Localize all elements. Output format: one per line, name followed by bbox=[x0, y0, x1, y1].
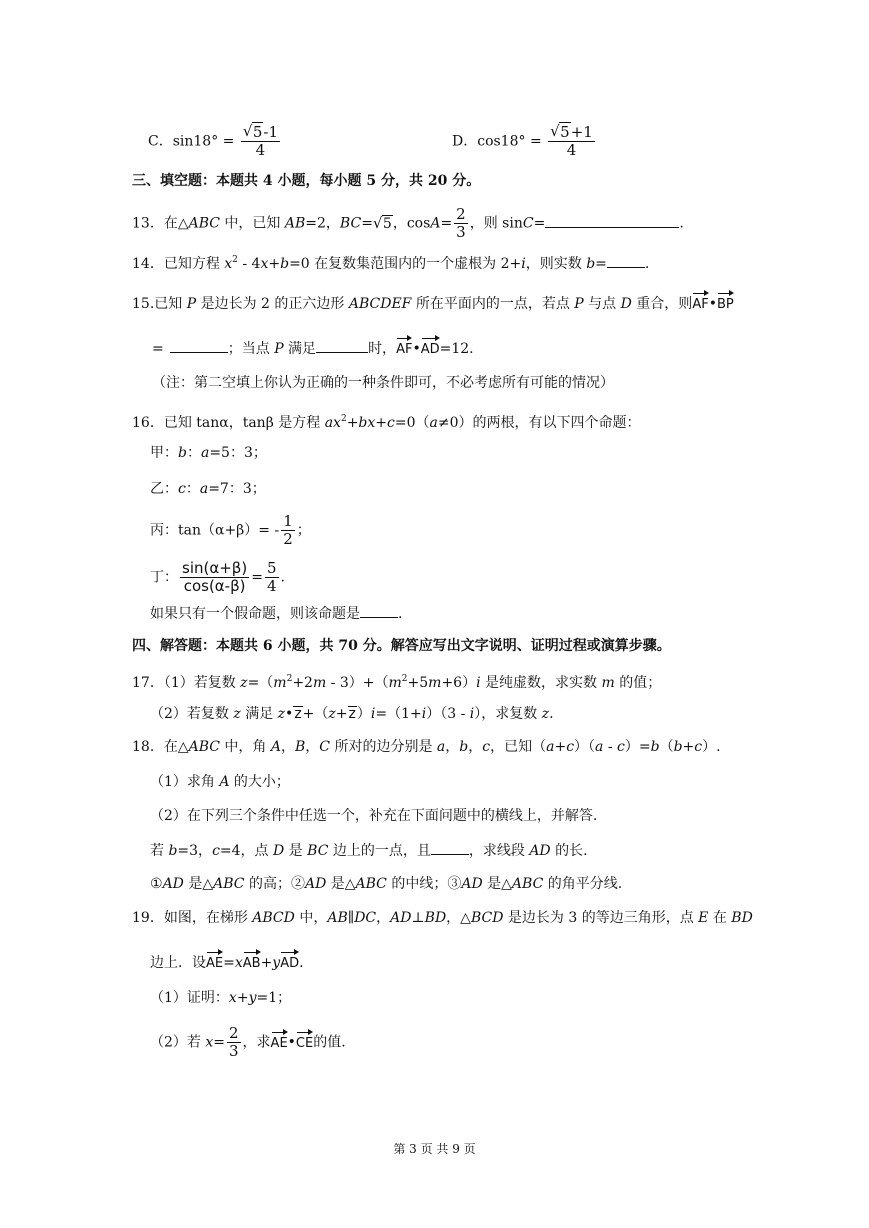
text: 丙：tan（α+β）= - bbox=[150, 522, 280, 539]
text: +6） bbox=[441, 675, 477, 691]
vector-bp: BP bbox=[717, 292, 734, 315]
text: ， bbox=[305, 739, 320, 755]
text: 14．已知方程 bbox=[132, 256, 225, 272]
question-19 bbox=[132, 908, 753, 928]
text: =5：3； bbox=[209, 445, 267, 461]
text: 13．在△ bbox=[132, 215, 189, 232]
var: b bbox=[586, 256, 596, 272]
text: 时， bbox=[368, 341, 397, 357]
text: ， bbox=[376, 910, 391, 926]
text: ，则实数 bbox=[525, 256, 587, 272]
var: ABC bbox=[188, 739, 220, 755]
question-15 bbox=[132, 292, 734, 315]
numerator: 5 bbox=[266, 559, 277, 577]
question-18-part1 bbox=[150, 772, 290, 792]
page-footer: 第 3 页 共 9 页 bbox=[393, 1142, 476, 1156]
var: AD bbox=[390, 910, 412, 926]
question-19-part2 bbox=[150, 1025, 346, 1060]
question-18-condition bbox=[150, 840, 588, 861]
text: =（ bbox=[247, 675, 274, 691]
var: a bbox=[199, 481, 209, 497]
num-rest: -1 bbox=[263, 123, 279, 141]
text: ⊥ bbox=[411, 910, 425, 926]
text: ，求线段 bbox=[468, 843, 530, 859]
var: P bbox=[186, 296, 197, 312]
text: ）（ bbox=[574, 739, 596, 755]
text: ： bbox=[185, 481, 200, 497]
text: ，则 sin bbox=[469, 215, 523, 232]
text: 乙： bbox=[150, 481, 178, 497]
var: E bbox=[698, 910, 709, 926]
text: （2）若复数 bbox=[150, 706, 234, 722]
var: x bbox=[234, 955, 243, 971]
answer-blank[interactable] bbox=[431, 840, 469, 855]
text: 中，角 bbox=[219, 739, 271, 755]
var: z bbox=[541, 706, 550, 722]
var: c bbox=[617, 739, 625, 755]
text: 的中线；③ bbox=[386, 876, 462, 892]
exponent: 2 bbox=[340, 414, 347, 424]
text: 中，已知 bbox=[219, 215, 285, 232]
text: 所对的边分别是 bbox=[330, 739, 437, 755]
var: ABC bbox=[511, 876, 544, 892]
question-16 bbox=[132, 409, 641, 433]
text: ） bbox=[356, 706, 371, 722]
text: ，求 bbox=[242, 1034, 271, 1051]
var: D bbox=[273, 843, 285, 859]
proposition-jia bbox=[150, 443, 267, 463]
text: ① bbox=[150, 876, 163, 892]
var: i bbox=[476, 675, 481, 691]
text: - 3）+（ bbox=[326, 675, 389, 691]
vector-ab: AB bbox=[243, 951, 261, 974]
text: - bbox=[603, 739, 618, 755]
var: b bbox=[650, 739, 660, 755]
text: + bbox=[268, 256, 281, 272]
question-18-options bbox=[150, 874, 622, 894]
text: 是边长为 3 的等边三角形，点 bbox=[503, 910, 699, 926]
text: 是△ bbox=[183, 876, 214, 892]
question-15-line2 bbox=[152, 337, 474, 360]
text: =4，点 bbox=[219, 843, 273, 859]
var: m bbox=[428, 675, 442, 691]
text: ，cos bbox=[392, 215, 431, 232]
exponent: 2 bbox=[286, 674, 293, 684]
text: 16．已知 tanα，tanβ 是方程 bbox=[132, 415, 325, 431]
option-d-fraction: √ 5+1 4 bbox=[550, 122, 593, 159]
answer-blank-2[interactable] bbox=[316, 338, 368, 353]
text: =12. bbox=[439, 341, 474, 357]
text: =1； bbox=[256, 990, 292, 1006]
text: . bbox=[280, 569, 285, 586]
text: = bbox=[152, 341, 164, 357]
var: b bbox=[673, 739, 683, 755]
text: = bbox=[440, 215, 453, 232]
var: a bbox=[436, 739, 446, 755]
var: C bbox=[522, 215, 534, 232]
var: ABC bbox=[213, 876, 245, 892]
text: 18．在△ bbox=[132, 739, 189, 755]
num-rest: +1 bbox=[570, 123, 593, 141]
text: 边上的一点，且 bbox=[328, 843, 431, 859]
var: z bbox=[240, 675, 248, 691]
var: C bbox=[319, 739, 331, 755]
text: . bbox=[299, 955, 304, 971]
section3-heading: 三、填空题：本题共 4 小题，每小题 5 分，共 20 分。 bbox=[132, 173, 481, 189]
var: c bbox=[566, 739, 575, 755]
proposition-bing bbox=[150, 513, 311, 548]
var: P bbox=[574, 296, 584, 312]
text: = bbox=[223, 955, 235, 971]
text: - 4 bbox=[237, 256, 261, 272]
var: ABC bbox=[188, 215, 220, 232]
text: +2 bbox=[292, 675, 313, 691]
var: BC bbox=[339, 215, 362, 232]
var: a bbox=[546, 739, 555, 755]
radicand: 5 bbox=[252, 123, 263, 141]
text: =0（ bbox=[394, 415, 430, 431]
var: A bbox=[430, 215, 441, 232]
text: + bbox=[236, 990, 249, 1006]
text: . bbox=[549, 706, 554, 722]
vector-af: AF bbox=[692, 292, 708, 315]
text: ≠0）的两根，有以下四个命题： bbox=[437, 415, 641, 431]
numerator: 2 bbox=[229, 1024, 239, 1042]
text: ，△ bbox=[446, 910, 471, 926]
text: + bbox=[682, 739, 695, 755]
question-16-last bbox=[150, 603, 402, 624]
var: a bbox=[595, 739, 604, 755]
var: AD bbox=[304, 876, 327, 892]
option-d-label: D．cos18° bbox=[452, 133, 526, 150]
var: BD bbox=[424, 910, 447, 926]
var: ABC bbox=[355, 876, 387, 892]
var: A bbox=[270, 739, 281, 755]
var: i bbox=[469, 706, 475, 722]
dot: • bbox=[287, 1034, 296, 1051]
var: m bbox=[312, 675, 327, 691]
answer-blank[interactable] bbox=[545, 213, 679, 228]
var: x bbox=[224, 256, 233, 272]
text: 甲： bbox=[150, 445, 178, 461]
question-19-line2 bbox=[150, 951, 304, 974]
text: （1）证明： bbox=[150, 990, 229, 1006]
var: BC bbox=[307, 843, 329, 859]
fraction-2-3 bbox=[454, 206, 468, 241]
radicand: 5 bbox=[382, 215, 392, 232]
var: i bbox=[521, 256, 526, 272]
radicand: 5 bbox=[560, 123, 570, 141]
var: b bbox=[178, 445, 187, 461]
answer-blank[interactable] bbox=[607, 253, 645, 268]
var: AD bbox=[461, 876, 483, 892]
text: ）（3 - bbox=[426, 706, 470, 722]
text: 的长. bbox=[550, 843, 588, 859]
text: 与点 bbox=[583, 296, 621, 312]
var: z bbox=[277, 706, 286, 722]
text: +5 bbox=[407, 675, 429, 691]
proposition-yi bbox=[150, 479, 266, 499]
text: 丁： bbox=[150, 569, 178, 586]
text: 的值. bbox=[313, 1034, 346, 1051]
var: c bbox=[212, 843, 220, 859]
vector-ad: AD bbox=[421, 337, 440, 360]
denominator: 4 bbox=[266, 577, 277, 595]
text: ），求复数 bbox=[474, 706, 542, 722]
text: =3， bbox=[177, 843, 213, 859]
vector-ce: CE bbox=[296, 1031, 313, 1054]
denominator: 3 bbox=[229, 1042, 239, 1060]
question-19-part1 bbox=[150, 988, 291, 1008]
text: 是边长为 2 的正六边形 bbox=[196, 296, 349, 312]
text: = bbox=[213, 1034, 225, 1051]
text: 的值； bbox=[614, 675, 662, 691]
var: x bbox=[260, 256, 269, 272]
text: 是纯虚数，求实数 bbox=[480, 675, 602, 691]
text: （2）若 bbox=[150, 1034, 206, 1051]
fraction-5-4 bbox=[265, 560, 279, 595]
text: 中， bbox=[294, 910, 328, 926]
question-17-part2 bbox=[150, 704, 554, 724]
equals: = bbox=[222, 133, 235, 150]
var: DC bbox=[354, 910, 377, 926]
var: AD bbox=[529, 843, 551, 859]
fraction-2-3 bbox=[227, 1025, 241, 1060]
text: . bbox=[679, 215, 684, 232]
text: 是 bbox=[284, 843, 308, 859]
vector-ae: AE bbox=[206, 951, 223, 974]
var: ABCD bbox=[252, 910, 295, 926]
exponent: 2 bbox=[401, 674, 408, 684]
proposition-ding bbox=[150, 560, 285, 595]
numerator: 2 bbox=[456, 205, 466, 223]
conjugate-z: z bbox=[294, 706, 302, 722]
text: + bbox=[554, 739, 567, 755]
var: y bbox=[248, 990, 257, 1006]
vector-ae: AE bbox=[271, 1031, 288, 1054]
sqrt-5: √ 5 bbox=[372, 213, 392, 232]
var: b bbox=[459, 739, 469, 755]
text: =2， bbox=[305, 215, 340, 232]
text: + bbox=[375, 415, 388, 431]
var: BCD bbox=[470, 910, 504, 926]
text: （ bbox=[659, 739, 674, 755]
text: ： bbox=[186, 445, 201, 461]
var: x bbox=[205, 1034, 214, 1051]
exponent: 2 bbox=[232, 255, 238, 265]
text: 在 bbox=[708, 910, 732, 926]
text: 所在平面内的一点，若点 bbox=[411, 296, 575, 312]
text: = bbox=[361, 215, 373, 232]
var: z bbox=[328, 706, 336, 722]
text: +（ bbox=[302, 706, 329, 722]
denominator: cos(α-β) bbox=[183, 577, 246, 595]
fraction-sin-cos bbox=[180, 560, 249, 595]
var: P bbox=[274, 341, 284, 357]
var: c bbox=[178, 481, 186, 497]
text: =（1+ bbox=[375, 706, 422, 722]
var: c bbox=[694, 739, 703, 755]
text: . bbox=[398, 606, 403, 622]
var: z bbox=[233, 706, 241, 722]
text: = bbox=[251, 569, 263, 586]
var: ax bbox=[324, 415, 341, 431]
text: ）= bbox=[624, 739, 651, 755]
text: = bbox=[595, 256, 607, 272]
var: AB bbox=[327, 910, 348, 926]
option-c-label: C．sin18° bbox=[148, 133, 219, 150]
numerator: 1 bbox=[283, 512, 293, 530]
text: + bbox=[335, 706, 348, 722]
question-13 bbox=[132, 206, 684, 241]
option-c-fraction: √ 5-1 4 bbox=[242, 122, 279, 159]
var: BD bbox=[731, 910, 753, 926]
text: = bbox=[533, 215, 546, 232]
section4-heading: 四、解答题：本题共 6 小题，共 70 分。解答应写出文字说明、证明过程或演算步骤。 bbox=[132, 638, 671, 654]
text: 15.已知 bbox=[132, 296, 187, 312]
text: 是△ bbox=[326, 876, 356, 892]
denominator: 4 bbox=[255, 141, 266, 159]
text: 是△ bbox=[482, 876, 512, 892]
option-c bbox=[148, 124, 282, 159]
var: m bbox=[601, 675, 615, 691]
var: D bbox=[620, 296, 632, 312]
question-17-part1 bbox=[132, 669, 661, 693]
var: c bbox=[387, 415, 395, 431]
dot: • bbox=[708, 296, 717, 312]
numerator: sin(α+β) bbox=[182, 559, 248, 577]
text: ； bbox=[296, 522, 311, 539]
question-15-note: （注：第二空填上你认为正确的一种条件即可，不必考虑所有可能的情况） bbox=[152, 375, 614, 391]
fraction-1-2 bbox=[281, 513, 295, 548]
text: ，已知（ bbox=[490, 739, 547, 755]
text: ；当点 bbox=[227, 341, 275, 357]
var: AD bbox=[162, 876, 184, 892]
var: c bbox=[482, 739, 491, 755]
dot: • bbox=[412, 341, 421, 357]
var: b bbox=[168, 843, 178, 859]
text: ∥ bbox=[347, 910, 355, 926]
question-14 bbox=[132, 250, 649, 274]
text: 的大小； bbox=[229, 774, 290, 790]
text: 17．（1）若复数 bbox=[132, 675, 241, 691]
dot: • bbox=[285, 706, 294, 722]
var: AB bbox=[284, 215, 306, 232]
equals: = bbox=[529, 133, 542, 150]
var: y bbox=[272, 955, 281, 971]
text: 满足 bbox=[283, 341, 317, 357]
var: m bbox=[273, 675, 287, 691]
text: 边上．设 bbox=[150, 955, 206, 971]
var: i bbox=[421, 706, 427, 722]
denominator: 4 bbox=[566, 141, 577, 159]
text: （1）求角 bbox=[150, 774, 220, 790]
text: ）. bbox=[702, 739, 721, 755]
vector-ad: AD bbox=[280, 951, 299, 974]
text: + bbox=[260, 955, 273, 971]
text: 的角平分线. bbox=[543, 876, 623, 892]
vector-af: AF bbox=[396, 337, 412, 360]
answer-blank[interactable] bbox=[360, 603, 398, 618]
option-d bbox=[452, 124, 597, 159]
var: x bbox=[228, 990, 237, 1006]
question-18-part2: （2）在下列三个条件中任选一个，补充在下面问题中的横线上，并解答. bbox=[150, 808, 598, 824]
text: 19．如图，在梯形 bbox=[132, 910, 253, 926]
answer-blank-1[interactable] bbox=[170, 338, 228, 353]
text: . bbox=[644, 256, 650, 272]
text: ， bbox=[445, 739, 460, 755]
text: 如果只有一个假命题，则该命题是 bbox=[150, 606, 360, 622]
text: ， bbox=[281, 739, 295, 755]
var: B bbox=[295, 739, 306, 755]
var: A bbox=[219, 774, 230, 790]
text: 满足 bbox=[240, 706, 278, 722]
text: 若 bbox=[150, 843, 169, 859]
var: a bbox=[200, 445, 210, 461]
var: i bbox=[370, 706, 376, 722]
text: ， bbox=[468, 739, 483, 755]
text: =0 在复数集范围内的一个虚根为 2+ bbox=[289, 256, 522, 272]
var: a bbox=[429, 415, 438, 431]
var: b bbox=[280, 256, 290, 272]
var: ABCDEF bbox=[348, 296, 412, 312]
denominator: 2 bbox=[283, 530, 293, 548]
text: 重合，则 bbox=[631, 296, 693, 312]
conjugate-z: z bbox=[348, 706, 356, 722]
var: bx bbox=[358, 415, 376, 431]
text: + bbox=[346, 415, 359, 431]
text: =7：3； bbox=[208, 481, 266, 497]
question-18 bbox=[132, 737, 721, 757]
text: 的高；② bbox=[244, 876, 305, 892]
var: m bbox=[388, 675, 402, 691]
denominator: 3 bbox=[456, 223, 466, 241]
